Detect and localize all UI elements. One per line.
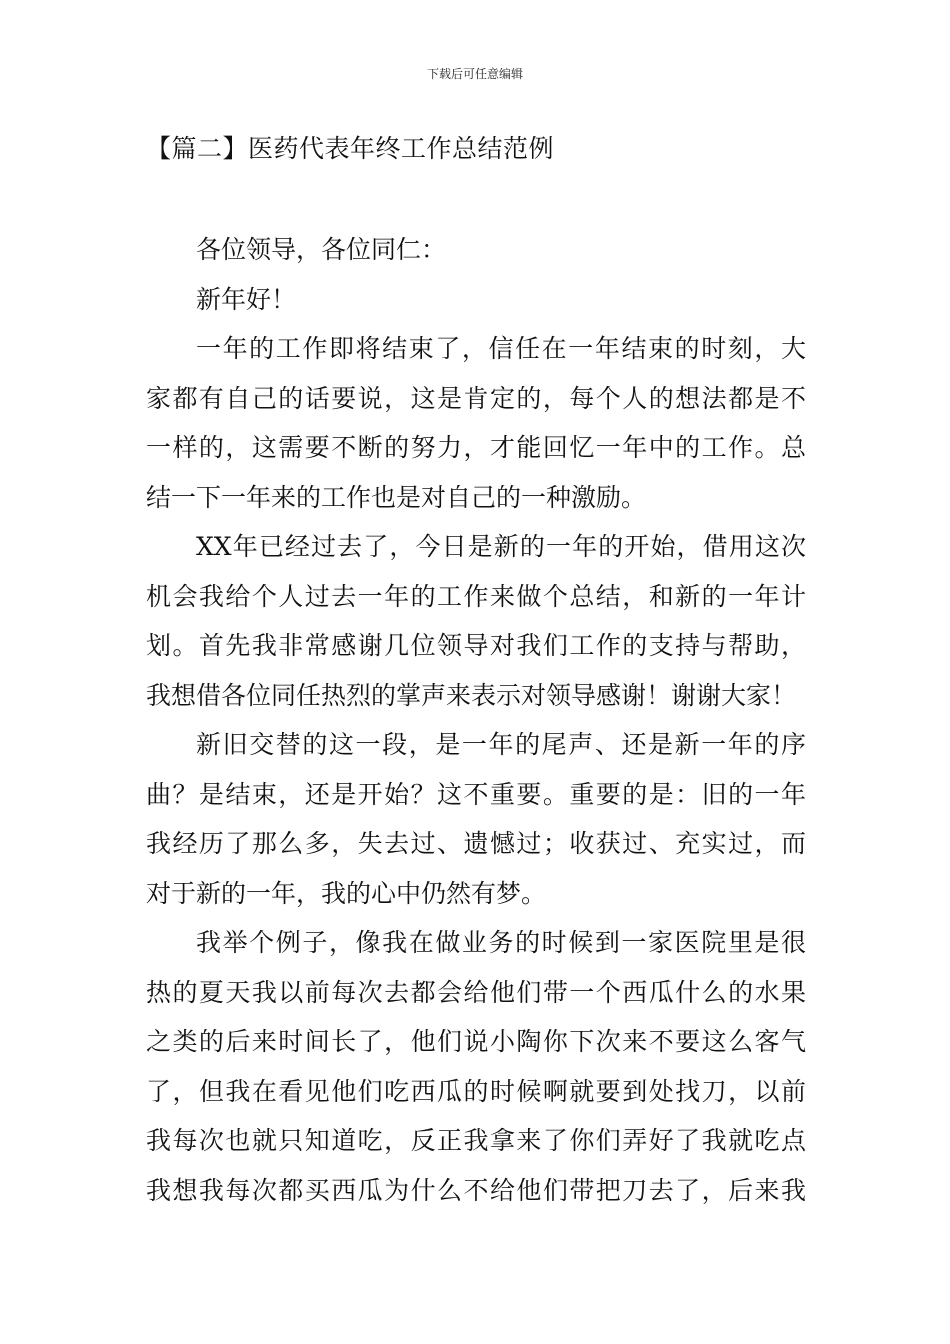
document-title: 【篇二】医药代表年终工作总结范例	[146, 134, 555, 163]
paragraph-line	[146, 1021, 806, 1071]
paragraph-line-text: 各位领导，各位同仁：	[196, 235, 447, 264]
paragraph-line-text: 了，但我在看见他们吃西瓜的时候啊就要到处找刀，以前	[146, 1076, 806, 1106]
paragraph-line	[146, 576, 806, 626]
paragraph-line	[146, 972, 806, 1022]
paragraph-line	[146, 873, 806, 923]
document-body	[146, 229, 806, 1219]
paragraph-line-text: 我想我每次都买西瓜为什么不给他们带把刀去了，后来我	[146, 1175, 806, 1205]
paragraph-line	[146, 378, 806, 428]
paragraph-line	[146, 1120, 806, 1170]
paragraph-line	[146, 675, 806, 725]
page-header: 下载后可任意编辑	[426, 67, 523, 81]
paragraph-line-text: 一年的工作即将结束了，信任在一年结束的时刻，大	[196, 334, 806, 363]
paragraph-line	[146, 526, 806, 576]
paragraph-line	[146, 279, 806, 329]
paragraph-line	[146, 774, 806, 824]
paragraph-line	[146, 922, 806, 972]
paragraph-line	[146, 1071, 806, 1121]
paragraph-line-text: 新年好！	[196, 284, 297, 314]
paragraph-line-text: 曲？是结束，还是开始？这不重要。重要的是：旧的一年	[146, 779, 806, 809]
paragraph-line-text: 我经历了那么多，失去过、遗憾过；收获过、充实过，而	[146, 829, 806, 858]
paragraph-line-text: 我每次也就只知道吃，反正我拿来了你们弄好了我就吃点	[146, 1126, 806, 1155]
paragraph-line	[146, 477, 806, 527]
paragraph-line-text: 之类的后来时间长了，他们说小陶你下次来不要这么客气	[146, 1027, 806, 1056]
paragraph-line-text: 我举个例子，像我在做业务的时候到一家医院里是很	[196, 928, 806, 957]
paragraph-line-text: 对于新的一年，我的心中仍然有梦。	[146, 878, 547, 908]
paragraph-line-text: XX年已经过去了，今日是新的一年的开始，借用这次	[196, 532, 806, 561]
paragraph-line	[146, 1170, 806, 1220]
paragraph-line	[146, 625, 806, 675]
paragraph-line-text: 结一下一年来的工作也是对自己的一种激励。	[146, 482, 647, 512]
paragraph-line	[146, 427, 806, 477]
paragraph-line-text: 一样的，这需要不断的努力，才能回忆一年中的工作。总	[146, 433, 806, 462]
paragraph-line-text: 机会我给个人过去一年的工作来做个总结，和新的一年计	[146, 581, 806, 611]
paragraph-line-text: 热的夏天我以前每次去都会给他们带一个西瓜什么的水果	[146, 977, 806, 1007]
paragraph-line-text: 我想借各位同任热烈的掌声来表示对领导感谢！谢谢大家！	[146, 680, 797, 710]
paragraph-line-text: 家都有自己的话要说，这是肯定的，每个人的想法都是不	[146, 383, 806, 413]
paragraph-line-text: 新旧交替的这一段，是一年的尾声、还是新一年的序	[196, 730, 806, 759]
paragraph-line	[146, 328, 806, 378]
paragraph-line	[146, 724, 806, 774]
paragraph-line-text: 划。首先我非常感谢几位领导对我们工作的支持与帮助，	[146, 631, 806, 660]
paragraph-line	[146, 229, 806, 279]
paragraph-line	[146, 823, 806, 873]
